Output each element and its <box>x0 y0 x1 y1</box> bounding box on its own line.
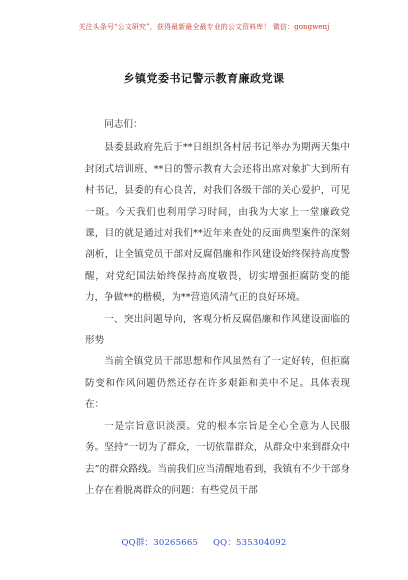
paragraph-intro: 县委县政府先后于**日组织各村居书记举办为期两天集中封闭式培训班、**日的警示教育大会还将出席对象扩大到所有村书记，县委的有心良苦，对我们各级干部的关心爱护，可见一斑。今天我们也利用学习时间，由我为大家上一堂廉政党课，目的就是通过对我们**近年来查处的反面典型案件的深刻剖析，让全镇党员干部对反腐倡廉和作风建设始终保持高度警醒，对党纪国法始终保持高度敬畏，切实增强拒腐防变的能力，争做**的楷模，为**营造风清气正的良好环境。 <box>85 142 350 304</box>
paragraph-point-one: 一是宗旨意识淡漠。党的根本宗旨是全心全意为人民服务。坚持“一切为了群众，一切依靠群众，从群众中来到群众中去”的群众路线。当前我们应当清醒地看到，我镇有不少干部身上存在着脱离群众的问题：有些党员干部 <box>85 420 350 496</box>
qq-group-number: QQ群：30265665 <box>121 538 199 548</box>
section-heading: 一、突出问题导向，客观分析反腐倡廉和作风建设面临的形势 <box>85 313 350 347</box>
qq-number: QQ：535304092 <box>213 538 287 548</box>
header-banner: 关注头条号“公文研究”，获得最新最全最专业的公文资料库！ 微信：gongwenj <box>78 23 330 31</box>
salutation: 同志们： <box>104 119 143 130</box>
document-body <box>85 114 350 501</box>
document-title: 乡镇党委书记警示教育廉政党课 <box>123 72 285 85</box>
footer-contact <box>0 536 408 548</box>
paragraph-situation: 当前全镇党员干部思想和作风虽然有了一定好转，但拒腐防变和作风问题仍然还存在许多艰鉅和美中不足。具体表现在： <box>85 356 350 411</box>
